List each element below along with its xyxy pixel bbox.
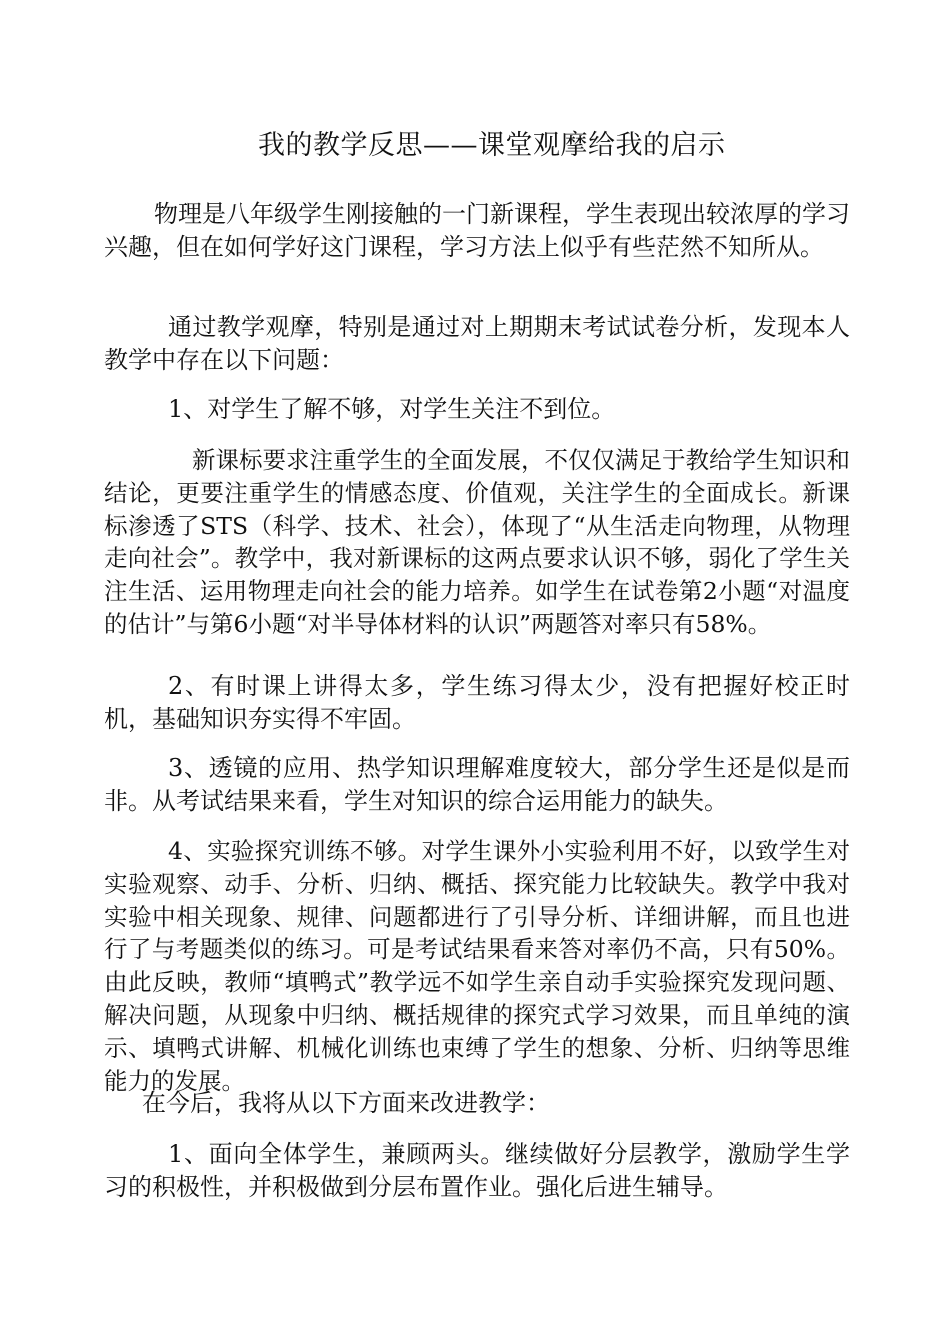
paragraph-problem-1: 1、对学生了解不够，对学生关注不到位。 [168, 395, 616, 423]
paragraph-problem-2: 2、有时课上讲得太多，学生练习得太少，没有把握好校正时机，基础知识夯实得不牢固。 [104, 672, 850, 733]
paragraph-improvement-intro: 在今后，我将从以下方面来改进教学： [142, 1089, 550, 1117]
paragraph-improvement-1: 1、面向全体学生，兼顾两头。继续做好分层教学，激励学生学习的积极性，并积极做到分层布置作业。强化后进生辅导。 [104, 1140, 850, 1201]
paragraph-problem-3: 3、透镜的应用、热学知识理解难度较大，部分学生还是似是而非。从考试结果来看，学生对知识的综合运用能力的缺失。 [104, 754, 850, 815]
paragraph-observation: 通过教学观摩，特别是通过对上期期末考试试卷分析，发现本人教学中存在以下问题： [104, 313, 850, 374]
paragraph-problem-1-detail: 新课标要求注重学生的全面发展，不仅仅满足于教给学生知识和结论，更要注重学生的情感态度、价值观，关注学生的全面成长。新课标渗透了STS（科学、技术、社会），体现了“从生活走向物理，从物理走向社会”。教学中，我对新课标的这两点要求认识不够，弱化了学生关注生活、运用物理走向社会的能力培养。如学生在试卷第2小题“对温度的估计”与第6小题“对半导体材料的认识”两题答对率只有58%。 [104, 446, 850, 638]
paragraph-problem-4: 4、实验探究训练不够。对学生课外小实验利用不好，以致学生对实验观察、动手、分析、归纳、概括、探究能力比较缺失。教学中我对实验中相关现象、规律、问题都进行了引导分析、详细讲解，而且也进行了与考题类似的练习。可是考试结果看来答对率仍不高，只有50%。由此反映，教师“填鸭式”教学远不如学生亲自动手实验探究发现问题、解决问题，从现象中归纳、概括规律的探究式学习效果，而且单纯的演示、填鸭式讲解、机械化训练也束缚了学生的想象、分析、归纳等思维能力的发展。 [104, 837, 850, 1095]
paragraph-intro: 物理是八年级学生刚接触的一门新课程，学生表现出较浓厚的学习兴趣，但在如何学好这门课程，学习方法上似乎有些茫然不知所从。 [104, 200, 850, 261]
document-title: 我的教学反思——课堂观摩给我的启示 [258, 130, 726, 161]
